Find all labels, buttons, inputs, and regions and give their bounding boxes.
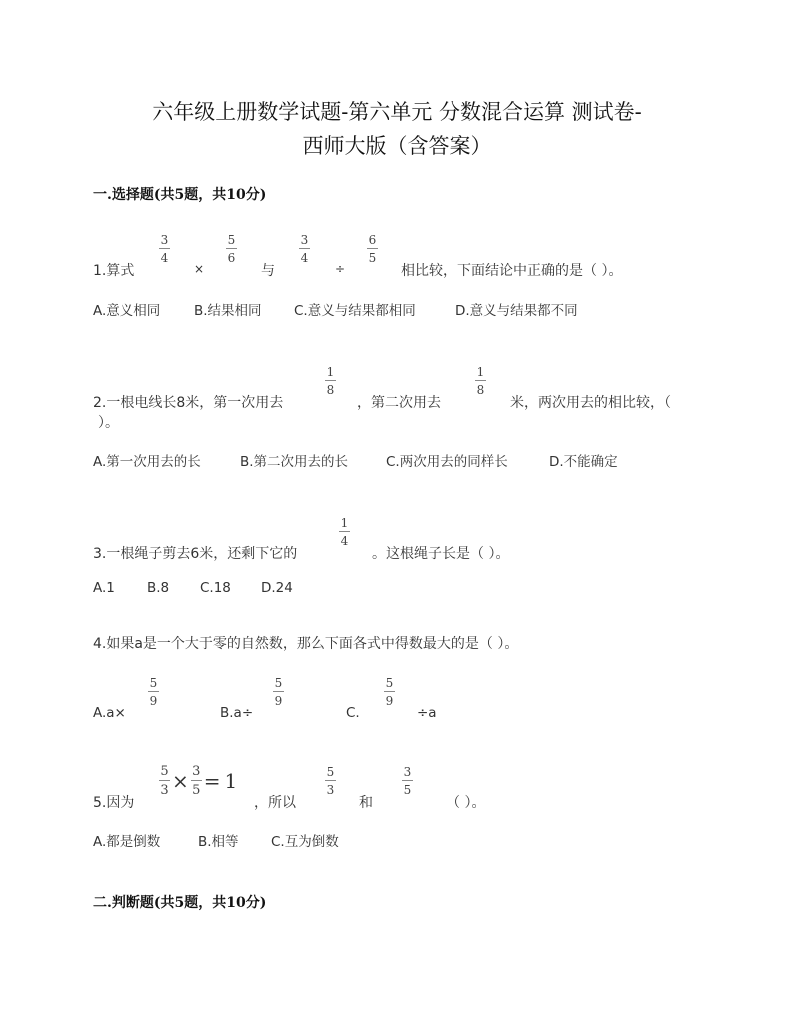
q5-option-c: C.互为倒数 — [271, 834, 339, 850]
q5-eq-f2-denominator: 5 — [192, 783, 201, 798]
q3-option-b: B.8 — [147, 580, 170, 596]
q2-option-c: C.两次用去的同样长 — [386, 454, 508, 470]
q1-f2-denominator: 6 — [227, 251, 236, 265]
q2-f2-numerator: 1 — [476, 365, 485, 379]
q5-f1-numerator: 5 — [326, 765, 335, 779]
q2-f1-denominator: 8 — [326, 383, 335, 397]
q2-mid: ，第二次用去 — [357, 395, 441, 411]
q1-option-a: A.意义相同 — [93, 303, 161, 319]
q5-and: 和 — [359, 795, 373, 811]
q4-option-c-fraction — [384, 677, 395, 707]
q4-lead: 4.如果a是一个大于零的自然数，那么下面各式中得数最大的是（ ）。 — [93, 636, 519, 652]
q3-fraction-1 — [339, 517, 350, 547]
q1-option-d: D.意义与结果都不同 — [455, 303, 578, 319]
q5-fraction-1 — [325, 766, 336, 796]
q4-fb-denominator: 9 — [274, 694, 283, 708]
q1-f3-numerator: 3 — [300, 233, 309, 247]
q1-f4-numerator: 6 — [368, 233, 377, 247]
q1-option-c: C.意义与结果都相同 — [294, 303, 416, 319]
q5-eq-rhs: 1 — [224, 769, 238, 793]
q1-fraction-2 — [226, 234, 237, 264]
q2-fraction-2 — [475, 366, 486, 396]
q4-fc-numerator: 5 — [385, 676, 394, 690]
q5-lead: 5.因为 — [93, 795, 135, 811]
q5-eq-f1-denominator: 3 — [160, 783, 169, 798]
q2-tail: 米，两次用去的相比较，（ — [510, 395, 671, 411]
q5-fraction-2 — [402, 766, 413, 796]
q5-eq-fraction-1 — [159, 765, 170, 797]
section-heading-choice: 一.选择题(共5题，共10分) — [93, 187, 267, 203]
q2-option-b: B.第二次用去的长 — [240, 454, 349, 470]
q3-lead: 3.一根绳子剪去6米，还剩下它的 — [93, 546, 298, 562]
q5-tail: （ ）。 — [446, 795, 486, 811]
q5-f2-numerator: 3 — [403, 765, 412, 779]
q4-option-c-tail: ÷a — [417, 705, 437, 721]
q2-option-d: D.不能确定 — [549, 454, 618, 470]
q1-mid: 与 — [261, 263, 275, 279]
q1-f1-denominator: 4 — [160, 251, 169, 265]
q5-eq-f2-numerator: 3 — [192, 764, 201, 779]
q5-option-a: A.都是倒数 — [93, 834, 161, 850]
q4-option-b: B.a÷ — [220, 705, 254, 721]
q3-option-a: A.1 — [93, 580, 115, 596]
q4-option-b-fraction — [273, 677, 284, 707]
q2-lead: 2.一根电线长8米，第一次用去 — [93, 395, 284, 411]
q1-fraction-3 — [299, 234, 310, 264]
q2-f2-denominator: 8 — [476, 383, 485, 397]
q2-option-a: A.第一次用去的长 — [93, 454, 201, 470]
q3-f1-numerator: 1 — [340, 516, 349, 530]
q3-option-d: D.24 — [261, 580, 293, 596]
q4-fc-denominator: 9 — [385, 694, 394, 708]
q2-tail-2: ）。 — [98, 415, 119, 431]
q4-option-a-fraction — [148, 677, 159, 707]
q5-equation — [159, 765, 239, 797]
q1-f2-numerator: 5 — [227, 233, 236, 247]
q5-eq-times: × — [172, 769, 189, 793]
q5-eq-fraction-2 — [191, 765, 202, 797]
q2-fraction-1 — [325, 366, 336, 396]
q3-tail: 。这根绳子长是（ ）。 — [372, 546, 510, 562]
q1-fraction-4 — [367, 234, 378, 264]
section-heading-judgment: 二.判断题(共5题，共10分) — [93, 895, 267, 911]
q1-f4-denominator: 5 — [368, 251, 377, 265]
q5-mid: ，所以 — [254, 795, 296, 811]
title-line-2: 西师大版（含答案） — [302, 134, 492, 158]
q1-f3-denominator: 4 — [300, 251, 309, 265]
q1-tail: 相比较，下面结论中正确的是（ ）。 — [401, 263, 623, 279]
q5-f1-denominator: 3 — [326, 783, 335, 797]
q1-option-b: B.结果相同 — [194, 303, 262, 319]
q4-option-a: A.a× — [93, 705, 126, 721]
q4-option-c: C. — [346, 705, 360, 721]
q1-operator-1: × — [194, 262, 205, 276]
title-line-1: 六年级上册数学试题-第六单元 分数混合运算 测试卷- — [152, 100, 642, 124]
q5-option-b: B.相等 — [198, 834, 239, 850]
q1-operator-2: ÷ — [335, 262, 346, 276]
q1-lead: 1.算式 — [93, 263, 135, 279]
q5-eq-f1-numerator: 5 — [160, 764, 169, 779]
q4-fa-denominator: 9 — [149, 694, 158, 708]
q2-f1-numerator: 1 — [326, 365, 335, 379]
q1-f1-numerator: 3 — [160, 233, 169, 247]
q3-option-c: C.18 — [200, 580, 231, 596]
q4-fa-numerator: 5 — [149, 676, 158, 690]
q5-f2-denominator: 5 — [403, 783, 412, 797]
q4-fb-numerator: 5 — [274, 676, 283, 690]
q5-eq-equals: = — [203, 769, 221, 793]
q3-f1-denominator: 4 — [340, 534, 349, 548]
q1-fraction-1 — [159, 234, 170, 264]
